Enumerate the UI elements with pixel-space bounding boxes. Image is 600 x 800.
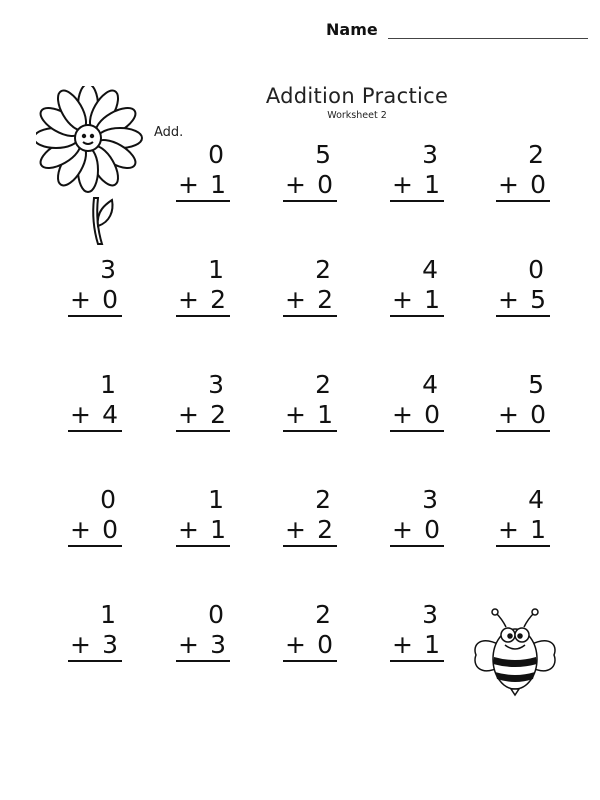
addend-top: 4 xyxy=(422,255,440,284)
addend-bottom: 3 xyxy=(102,630,118,659)
addition-problem xyxy=(283,600,337,662)
addend-bottom: 1 xyxy=(424,285,440,314)
addend-bottom-row xyxy=(496,285,550,317)
worksheet-title: Addition Practice xyxy=(265,84,449,108)
addend-top: 2 xyxy=(315,600,333,629)
addend-bottom-row xyxy=(390,400,444,432)
addend-top: 4 xyxy=(422,370,440,399)
addend-bottom: 2 xyxy=(210,285,226,314)
plus-sign: + xyxy=(392,515,413,544)
addend-bottom: 2 xyxy=(317,515,333,544)
addend-top: 1 xyxy=(100,600,118,629)
addition-problem xyxy=(176,370,230,432)
addend-top: 2 xyxy=(315,370,333,399)
addend-bottom-row xyxy=(390,630,444,662)
addition-problem xyxy=(176,140,230,202)
addition-problem xyxy=(68,600,122,662)
name-label: Name xyxy=(326,20,378,39)
addend-bottom-row xyxy=(496,515,550,547)
addition-problem xyxy=(496,255,550,317)
addition-problem xyxy=(390,600,444,662)
addend-bottom-row xyxy=(390,285,444,317)
worksheet-subtitle: Worksheet 2 xyxy=(327,110,387,121)
addition-problem xyxy=(283,255,337,317)
addition-problem xyxy=(283,140,337,202)
addition-problem xyxy=(176,255,230,317)
addition-problem xyxy=(390,140,444,202)
addition-problem xyxy=(68,370,122,432)
addend-bottom: 1 xyxy=(424,170,440,199)
addend-bottom-row xyxy=(283,630,337,662)
addition-problem xyxy=(496,370,550,432)
addend-bottom-row xyxy=(283,285,337,317)
addend-bottom-row xyxy=(283,400,337,432)
addition-problem xyxy=(390,255,444,317)
addend-bottom-row xyxy=(68,515,122,547)
addend-bottom: 1 xyxy=(530,515,546,544)
addend-top: 0 xyxy=(208,140,226,169)
addition-problem xyxy=(390,485,444,547)
plus-sign: + xyxy=(285,515,306,544)
addend-bottom: 0 xyxy=(102,515,118,544)
addend-top: 2 xyxy=(315,255,333,284)
addend-bottom: 0 xyxy=(317,170,333,199)
addend-bottom: 0 xyxy=(317,630,333,659)
addend-top: 3 xyxy=(422,485,440,514)
plus-sign: + xyxy=(70,285,91,314)
addend-bottom: 1 xyxy=(210,170,226,199)
addend-bottom-row xyxy=(176,285,230,317)
plus-sign: + xyxy=(285,170,306,199)
bee-icon xyxy=(470,605,560,700)
addend-bottom-row xyxy=(68,630,122,662)
addend-bottom-row xyxy=(176,630,230,662)
plus-sign: + xyxy=(392,285,413,314)
plus-sign: + xyxy=(285,630,306,659)
plus-sign: + xyxy=(70,630,91,659)
plus-sign: + xyxy=(70,515,91,544)
addend-bottom-row xyxy=(496,170,550,202)
addend-top: 5 xyxy=(528,370,546,399)
flower-icon xyxy=(36,86,146,248)
plus-sign: + xyxy=(178,630,199,659)
addend-bottom: 2 xyxy=(210,400,226,429)
addend-bottom: 2 xyxy=(317,285,333,314)
addend-bottom-row xyxy=(390,515,444,547)
plus-sign: + xyxy=(178,400,199,429)
plus-sign: + xyxy=(285,400,306,429)
addition-problem xyxy=(283,485,337,547)
plus-sign: + xyxy=(178,170,199,199)
addition-problem xyxy=(176,600,230,662)
addend-bottom-row xyxy=(68,285,122,317)
addend-bottom: 5 xyxy=(530,285,546,314)
addition-problem xyxy=(283,370,337,432)
plus-sign: + xyxy=(498,515,519,544)
addend-bottom: 0 xyxy=(424,515,440,544)
addend-top: 3 xyxy=(208,370,226,399)
plus-sign: + xyxy=(392,630,413,659)
addend-bottom-row xyxy=(283,515,337,547)
name-field-row xyxy=(326,20,588,39)
plus-sign: + xyxy=(498,400,519,429)
addend-bottom: 1 xyxy=(317,400,333,429)
addition-problem xyxy=(176,485,230,547)
addend-bottom: 3 xyxy=(210,630,226,659)
addend-bottom-row xyxy=(283,170,337,202)
addend-bottom-row xyxy=(390,170,444,202)
addend-top: 4 xyxy=(528,485,546,514)
addend-bottom: 4 xyxy=(102,400,118,429)
plus-sign: + xyxy=(70,400,91,429)
addend-bottom: 0 xyxy=(424,400,440,429)
plus-sign: + xyxy=(498,170,519,199)
addition-problem xyxy=(68,485,122,547)
name-blank-line[interactable] xyxy=(388,20,588,39)
addition-problem xyxy=(496,140,550,202)
instruction-label: Add. xyxy=(154,125,184,140)
addition-problem xyxy=(390,370,444,432)
addend-top: 1 xyxy=(100,370,118,399)
addend-bottom: 0 xyxy=(530,400,546,429)
plus-sign: + xyxy=(178,515,199,544)
addend-top: 2 xyxy=(528,140,546,169)
addend-bottom-row xyxy=(176,515,230,547)
addend-bottom: 0 xyxy=(102,285,118,314)
plus-sign: + xyxy=(392,400,413,429)
addend-bottom: 0 xyxy=(530,170,546,199)
addend-top: 2 xyxy=(315,485,333,514)
addend-top: 0 xyxy=(208,600,226,629)
addend-top: 3 xyxy=(100,255,118,284)
addend-bottom-row xyxy=(496,400,550,432)
addend-top: 0 xyxy=(528,255,546,284)
addition-problem xyxy=(496,485,550,547)
plus-sign: + xyxy=(285,285,306,314)
plus-sign: + xyxy=(392,170,413,199)
plus-sign: + xyxy=(178,285,199,314)
addend-top: 3 xyxy=(422,600,440,629)
addend-bottom-row xyxy=(68,400,122,432)
addition-problem xyxy=(68,255,122,317)
addend-bottom: 1 xyxy=(424,630,440,659)
addend-top: 0 xyxy=(100,485,118,514)
plus-sign: + xyxy=(498,285,519,314)
addend-bottom: 1 xyxy=(210,515,226,544)
addend-bottom-row xyxy=(176,170,230,202)
addend-top: 1 xyxy=(208,485,226,514)
addend-top: 5 xyxy=(315,140,333,169)
addend-bottom-row xyxy=(176,400,230,432)
addend-top: 3 xyxy=(422,140,440,169)
addend-top: 1 xyxy=(208,255,226,284)
